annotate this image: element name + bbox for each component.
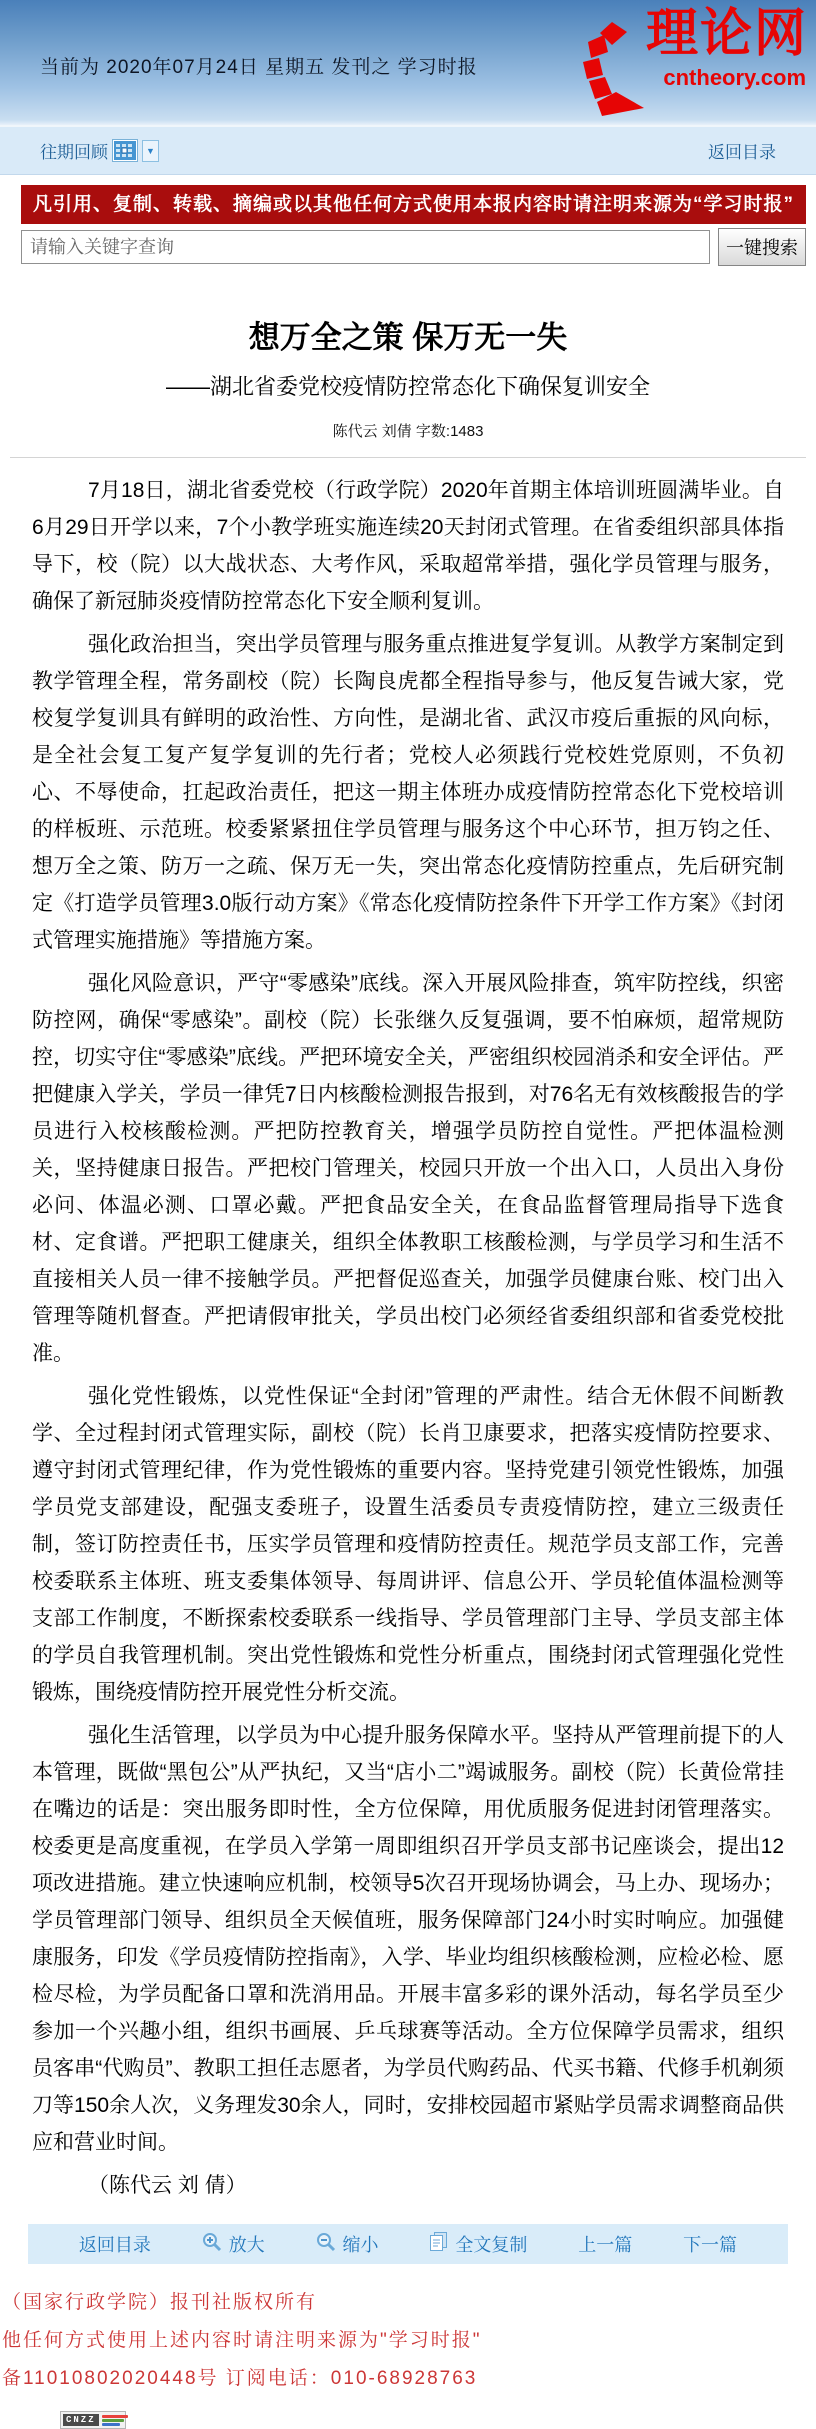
toolbar-next-article[interactable] [683, 2231, 737, 2257]
article-body [32, 472, 784, 2204]
cnzz-badge-label: CNZZ [63, 2414, 99, 2426]
copy-icon [429, 2231, 448, 2257]
back-issues-link[interactable]: 往期回顾 [40, 143, 108, 162]
article-paragraph: 7月18日，湖北省委党校（行政学院）2020年首期主体培训班圆满毕业。自6月29日开学以来，7个小教学班实施连续20天封闭式管理。在省委组织部具体指导下，校（院）以大战状态、大考作风，采取超常举措，强化学员管理与服务，确保了新冠肺炎疫情防控常态化下安全顺利复训。 [32, 479, 784, 613]
article-paragraph: 强化党性锻炼，以党性保证“全封闭”管理的严肃性。结合无休假不间断教学、全过程封闭式管理实际，副校（院）长肖卫康要求，把落实疫情防控要求、遵守封闭式管理纪律，作为党性锻炼的重要内容。坚持党建引领党性锻炼，加强学员党支部建设，配强支委班子，设置生活委员专责疫情防控，建立三级责任制，签订防控责任书，压实学员管理和疫情防控责任。规范学员支部工作，完善校委联系主体班、班支委集体领导、每周讲评、信息公开、学员轮值体温检测等支部工作制度，不断探索校委联系一线指导、学员管理部门主导、学员支部主体的学员自我管理机制。突出党性锻炼和党性分析重点，围绕封闭式管理强化党性锻炼，围绕疫情防控开展党性分析交流。 [32, 1385, 784, 1704]
toolbar-zoom-in[interactable] [202, 2231, 265, 2257]
footer-icp-phone-line: 备11010802020448号 订阅电话：010-68928763 [2, 2368, 478, 2389]
toolbar-zoom-out[interactable] [316, 2231, 379, 2257]
return-toc-link-top[interactable]: 返回目录 [708, 143, 776, 162]
toolbar-prev-label: 上一篇 [578, 2235, 633, 2255]
toolbar-return-toc-label: 返回目录 [78, 2235, 151, 2255]
logo-cn-text: 理论网 [645, 6, 808, 63]
toolbar-copy-all-label: 全文复制 [455, 2235, 528, 2255]
logo-leaf-icon [580, 20, 646, 129]
zoom-in-icon [202, 2232, 222, 2257]
toolbar-return-toc[interactable] [79, 2231, 151, 2257]
page-footer [0, 2292, 816, 2429]
search-button[interactable]: 一键搜索 [718, 228, 806, 266]
copyright-notice-bar: 凡引用、复制、转载、摘编或以其他任何方式使用本报内容时请注明来源为“学习时报” [21, 185, 806, 224]
article-byline: 陈代云 刘倩 字数:1483 [332, 423, 484, 440]
search-row [21, 228, 806, 266]
toolbar-prev-article[interactable] [578, 2231, 632, 2257]
article-paragraph: 强化生活管理，以学员为中心提升服务保障水平。坚持从严管理前提下的人本管理，既做“黑包公”从严执纪，又当“店小二”竭诚服务。副校（院）长黄俭常挂在嘴边的话是：突出服务即时性，全方位保障，用优质服务促进封闭管理落实。校委更是高度重视，在学员入学第一周即组织召开学员支部书记座谈会，提出12项改进措施。建立快速响应机制，校领导5次召开现场协调会，马上办、现场办；学员管理部门领导、组织员全天候值班，服务保障部门24小时实时响应。加强健康服务，印发《学员疫情防控指南》，入学、毕业均组织核酸检测，应检必检、愿检尽检，为学员配备口罩和洗消用品。开展丰富多彩的课外活动，每名学员至少参加一个兴趣小组，组织书画展、乒乓球赛等活动。全方位保障学员需求，组织员客串“代购员”、教职工担任志愿者，为学员代购药品、代买书籍、代修手机剃须刀等150余人次，义务理发30余人，同时，安排校园超市紧贴学员需求调整商品供应和营业时间。 [32, 1724, 784, 2154]
site-logo[interactable] [580, 6, 808, 129]
calendar-dropdown-button[interactable]: ▼ [142, 140, 159, 162]
logo-domain-text: cntheory.com [663, 65, 806, 90]
footer-copyright-line: （国家行政学院）报刊社版权所有 [2, 2292, 318, 2313]
article-credit: （陈代云 刘 倩） [88, 2174, 247, 2197]
footer-source-line: 他任何方式使用上述内容时请注明来源为"学习时报" [2, 2330, 482, 2351]
navbar [0, 127, 816, 175]
zoom-out-icon [316, 2232, 336, 2257]
cnzz-badge[interactable] [60, 2411, 126, 2429]
toolbar-zoom-out-label: 缩小 [342, 2235, 379, 2255]
logo-text [646, 6, 808, 90]
toolbar-next-label: 下一篇 [683, 2235, 738, 2255]
article-toolbar [28, 2224, 788, 2264]
search-input[interactable] [21, 230, 710, 264]
article-paragraph: 强化风险意识，严守“零感染”底线。深入开展风险排查，筑牢防控线，织密防控网，确保“零感染”。副校（院）长张继久反复强调，要不怕麻烦，超常规防控，切实守住“零感染”底线。严把环境安全关，严密组织校园消杀和安全评估。严把健康入学关，学员一律凭7日内核酸检测报告报到，对76名无有效核酸报告的学员进行入校核酸检测。严把防控教育关，增强学员防控自觉性。严把体温检测关，坚持健康日报告。严把校门管理关，校园只开放一个出入口，人员出入身份必问、体温必测、口罩必戴。严把食品安全关，在食品监督管理局指导下选食材、定食谱。严把职工健康关，组织全体教职工核酸检测，与学员学习和生活不直接相关人员一律不接触学员。严把督促巡查关，加强学员健康台账、校门出入管理等随机督查。严把请假审批关，学员出校门必须经省委组织部和省委党校批准。 [32, 972, 784, 1365]
article-paragraph: 强化政治担当，突出学员管理与服务重点推进复学复训。从教学方案制定到教学管理全程，常务副校（院）长陶良虎都全程指导参与，他反复告诫大家，党校复学复训具有鲜明的政治性、方向性，是湖北省、武汉市疫后重振的风向标，是全社会复工复产复学复训的先行者；党校人必须践行党校姓党原则，不负初心、不辱使命，扛起政治责任，把这一期主体班办成疫情防控常态化下党校培训的样板班、示范班。校委紧紧扭住学员管理与服务这个中心环节，担万钧之任、想万全之策、防万一之疏、保万无一失，突出常态化疫情防控重点，先后研究制定《打造学员管理3.0版行动方案》《常态化疫情防控条件下开学工作方案》《封闭式管理实施措施》等措施方案。 [32, 633, 784, 952]
header-banner [0, 0, 816, 127]
calendar-icon[interactable] [112, 139, 138, 162]
issue-date-line: 当前为 2020年07月24日 星期五 发刊之 学习时报 [40, 57, 478, 78]
article-title: 想万全之策 保万无一失 [248, 320, 568, 355]
toolbar-zoom-in-label: 放大 [228, 2235, 265, 2255]
article-subtitle: ——湖北省委党校疫情防控常态化下确保复训安全 [165, 374, 650, 399]
back-issues-group [40, 138, 159, 163]
title-divider [10, 457, 806, 458]
cnzz-bars-icon [102, 2415, 128, 2426]
toolbar-copy-all[interactable] [429, 2231, 527, 2257]
